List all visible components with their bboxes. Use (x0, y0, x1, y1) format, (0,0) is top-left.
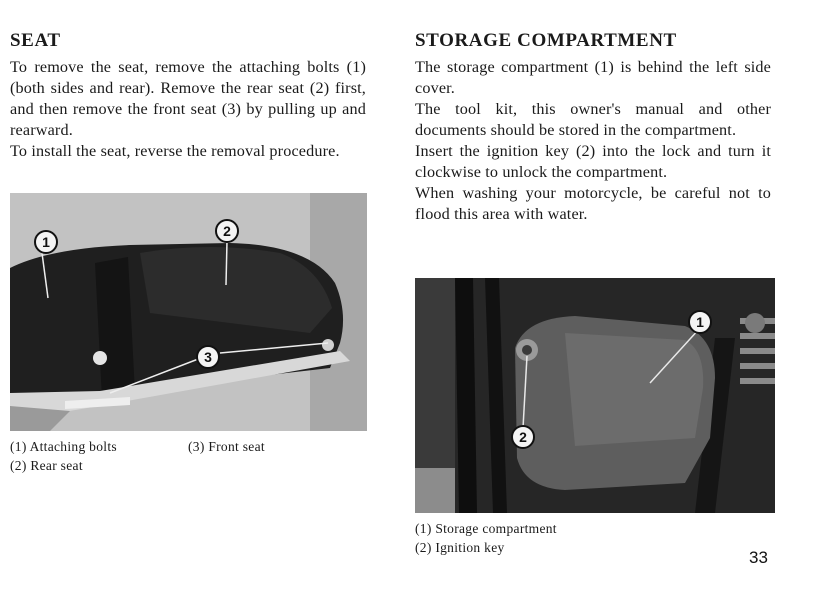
caption-rear-seat: (2) Rear seat (10, 458, 83, 473)
storage-paragraph-contents: The tool kit, this owner's manual and other documents should be stored in the compartment. (415, 100, 771, 139)
seat-paragraph-install: To install the seat, reverse the removal procedure. (10, 142, 340, 160)
storage-heading: STORAGE COMPARTMENT (415, 30, 677, 51)
seat-heading: SEAT (10, 30, 61, 51)
seat-section (10, 30, 366, 162)
caption-storage-compartment: (1) Storage compartment (415, 521, 557, 536)
storage-paragraph-unlock: Insert the ignition key (2) into the lock and turn it clockwise to unlock the compartment. (415, 142, 771, 181)
caption-ignition-key: (2) Ignition key (415, 540, 505, 555)
callout-2: 2 (215, 219, 239, 243)
page-number: 33 (749, 548, 768, 567)
storage-section (415, 30, 771, 225)
storage-photo (415, 278, 775, 513)
seat-illustration (10, 193, 367, 431)
callout-1: 3 (196, 345, 220, 369)
callout-storage-2: 2 (511, 425, 535, 449)
caption-attaching-bolts: (1) Attaching bolts (10, 439, 117, 454)
storage-illustration (415, 278, 775, 513)
storage-paragraph-washing: When washing your motorcycle, be careful not to flood this area with water. (415, 184, 771, 223)
caption-front-seat: (3) Front seat (188, 439, 265, 454)
seat-paragraph-remove: To remove the seat, remove the attaching bolts (1) (both sides and rear). Remove the rear seat (2) first, and then remove the front seat (3) by pulling up and rearward. (10, 58, 366, 139)
seat-photo (10, 193, 367, 431)
callout-storage-1: 1 (688, 310, 712, 334)
storage-paragraph-location: The storage compartment (1) is behind the left side cover. (415, 58, 771, 97)
callout-3: 1 (34, 230, 58, 254)
